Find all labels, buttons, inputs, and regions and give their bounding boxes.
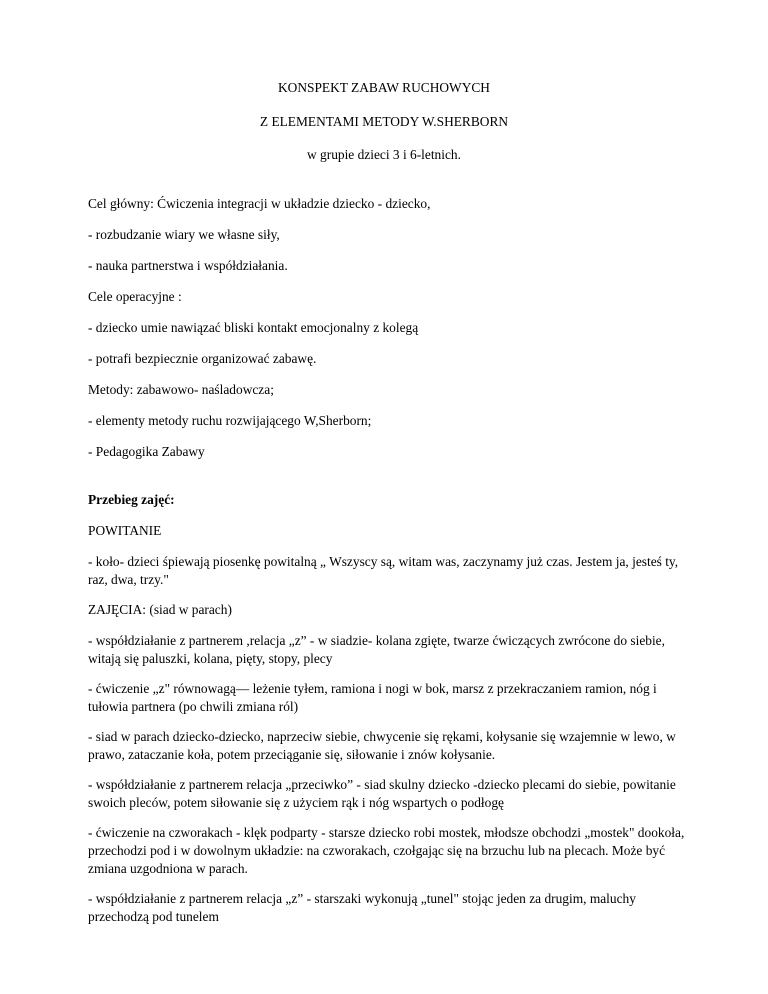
main-goal-item: - nauka partnerstwa i współdziałania. <box>88 258 288 273</box>
methods-item: - elementy metody ruchu rozwijającego W,Sherborn; <box>88 413 372 428</box>
course-heading: Przebieg zajęć: <box>88 492 175 507</box>
operational-goals-heading: Cele operacyjne : <box>88 289 182 304</box>
activity-item: - współdziałanie z partnerem relacja „z” - starszaki wykonują „tunel" stojąc jeden za drugim, maluchy przechodzą pod tunelem <box>88 891 636 924</box>
operational-goal-item: - dziecko umie nawiązać bliski kontakt emocjonalny z kolegą <box>88 320 419 335</box>
activity-item: - siad w parach dziecko-dziecko, naprzeciw siebie, chwycenie się rękami, kołysanie się wzajemnie w lewo, w prawo, zataczanie koła, potem przeciąganie się, siłowanie i znów kołysanie. <box>88 729 676 762</box>
title-line-1: KONSPEKT ZABAW RUCHOWYCH <box>278 80 490 95</box>
greeting-heading: POWITANIE <box>88 523 162 538</box>
activities-heading: ZAJĘCIA: (siad w parach) <box>88 602 232 617</box>
main-goal-item: - rozbudzanie wiary we własne siły, <box>88 227 280 242</box>
activity-item: - współdziałanie z partnerem ,relacja „z” - w siadzie- kolana zgięte, twarze ćwiczących zwrócone do siebie, witają się paluszki, kolana, pięty, stopy, plecy <box>88 633 665 666</box>
main-goal: Cel główny: Ćwiczenia integracji w układzie dziecko - dziecko, <box>88 196 431 211</box>
activity-item: - współdziałanie z partnerem relacja „przeciwko” - siad skulny dziecko -dziecko plecami do siebie, powitanie swoich pleców, potem siłowanie się z użyciem rąk i nóg wspartych o podłogę <box>88 777 676 810</box>
activity-item: - ćwiczenie na czworakach - klęk podparty - starsze dziecko robi mostek, młodsze obchodzi „mostek" dookoła, przechodzi pod i w dowolnym układzie: na czworakach, czołgając się na brzuchu lub na plecach. Może być zmiana uzgodniona w parach. <box>88 825 685 876</box>
methods-heading: Metody: zabawowo- naśladowcza; <box>88 382 274 397</box>
activity-item: - ćwiczenie „z" równowagą— leżenie tyłem, ramiona i nogi w bok, marsz z przekraczaniem ramion, nóg i tułowia partnera (po chwili zmiana ról) <box>88 681 657 714</box>
methods-item: - Pedagogika Zabawy <box>88 444 205 459</box>
operational-goal-item: - potrafi bezpiecznie organizować zabawę. <box>88 351 317 366</box>
title-line-3: w grupie dzieci 3 i 6-letnich. <box>307 147 461 162</box>
title-line-2: Z ELEMENTAMI METODY W.SHERBORN <box>259 114 509 129</box>
greeting-text: - koło- dzieci śpiewają piosenkę powitalną „ Wszyscy są, witam was, zaczynamy już czas. Jestem ja, jesteś ty, raz, dwa, trzy." <box>88 554 679 587</box>
